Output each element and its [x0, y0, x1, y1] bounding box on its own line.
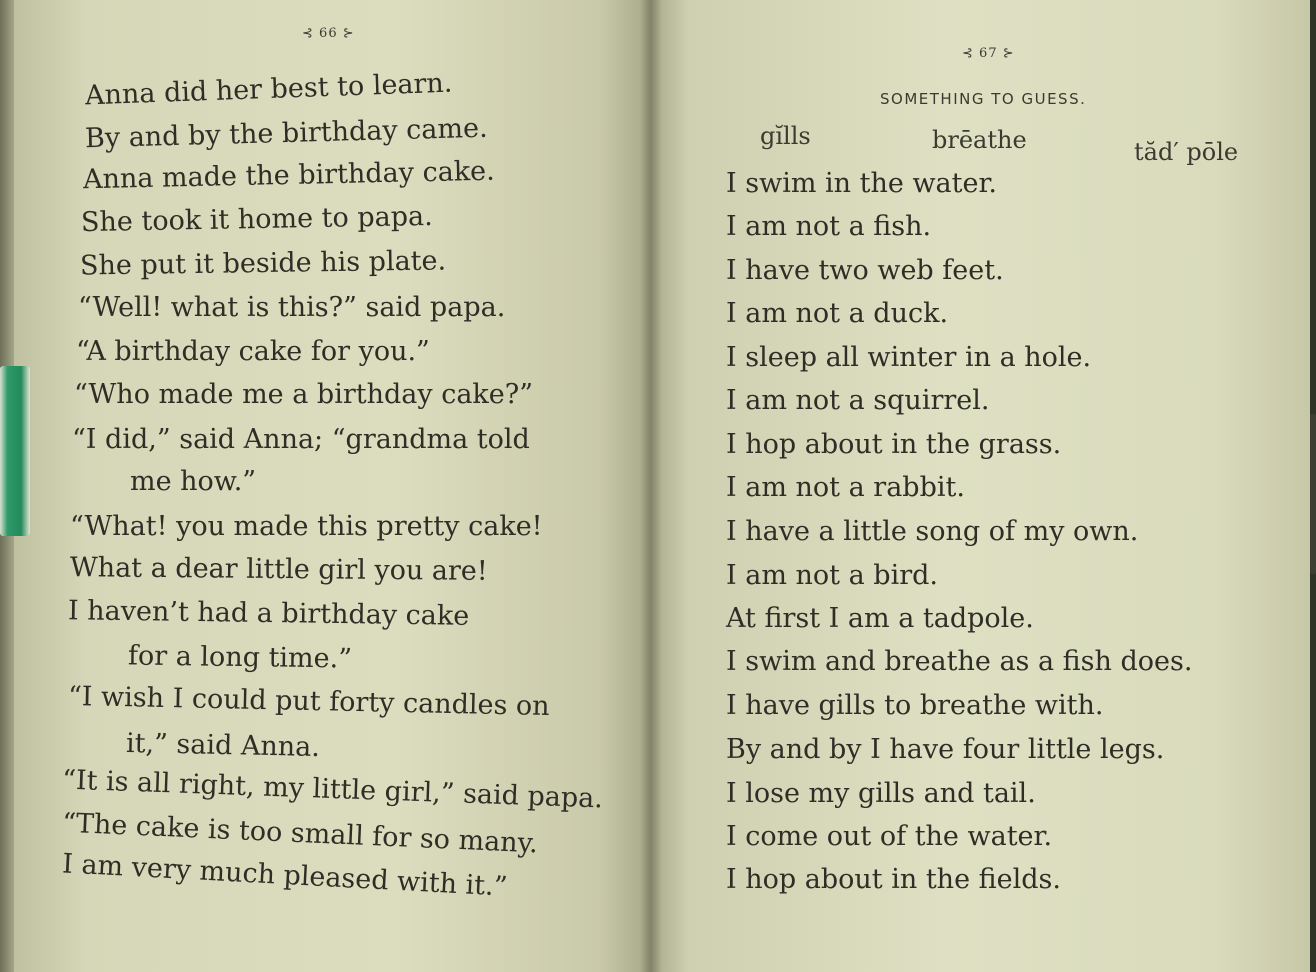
text-line: She put it beside his plate.: [79, 245, 447, 282]
folio-ornament-icon: ⊱: [1002, 46, 1015, 61]
text-line: I am not a bird.: [726, 560, 938, 591]
text-line: “Well! what is this?” said papa.: [78, 292, 506, 323]
text-line: I am very much pleased with it.”: [61, 848, 509, 903]
text-line: By and by I have four little legs.: [726, 734, 1165, 765]
text-line: I come out of the water.: [726, 821, 1053, 852]
text-line: I hop about in the grass.: [726, 429, 1062, 460]
text-line: it,” said Anna.: [125, 727, 321, 764]
text-line: I lose my gills and tail.: [726, 778, 1036, 809]
folio-right-number: 67: [979, 46, 998, 61]
book-gutter: [640, 0, 662, 972]
folio-ornament-icon: ⊰: [302, 26, 314, 41]
text-line: By and by the birthday came.: [84, 112, 488, 155]
page-number-left: [302, 26, 355, 41]
text-line: What a dear little girl you are!: [69, 552, 488, 587]
text-line: “Who made me a birthday cake?”: [74, 379, 534, 410]
text-line: “The cake is too small for so many.: [61, 807, 539, 860]
text-line: Anna did her best to learn.: [84, 67, 453, 112]
text-line: I am not a rabbit.: [726, 472, 965, 503]
right-page: [650, 0, 1310, 972]
text-line: “I did,” said Anna; “grandma told: [72, 424, 530, 455]
folio-ornament-icon: ⊱: [342, 26, 355, 41]
text-line: I swim in the water.: [726, 168, 998, 199]
left-page: [10, 0, 650, 972]
text-line: At first I am a tadpole.: [726, 603, 1034, 634]
text-line: Anna made the birthday cake.: [82, 155, 496, 196]
text-line: “It is all right, my little girl,” said papa.: [61, 764, 604, 815]
pronunciation-breathe: brēathe: [932, 126, 1027, 154]
section-heading: SOMETHING TO GUESS.: [880, 90, 1087, 108]
text-line: “A birthday cake for you.”: [76, 336, 430, 367]
text-line: I have two web feet.: [726, 255, 1004, 286]
text-line: I hop about in the fields.: [726, 864, 1061, 895]
text-line: I have gills to breathe with.: [726, 690, 1104, 721]
text-line: I am not a duck.: [726, 298, 949, 329]
pronunciation-gills: gĭlls: [760, 122, 811, 150]
text-line: I am not a fish.: [726, 211, 932, 242]
text-line: I haven’t had a birthday cake: [67, 595, 470, 632]
text-line: “I wish I could put forty candles on: [67, 680, 550, 723]
text-line: for a long time.”: [127, 640, 353, 675]
text-line: “What! you made this pretty cake!: [70, 511, 543, 542]
folio-ornament-icon: ⊰: [962, 46, 974, 61]
text-line: I sleep all winter in a hole.: [726, 342, 1092, 373]
folio-left-number: 66: [319, 26, 338, 41]
text-line: I am not a squirrel.: [726, 385, 990, 416]
bookmark-tab: [0, 366, 30, 536]
text-line: me how.”: [130, 466, 257, 497]
pronunciation-tadpole: tăd′ pōle: [1134, 138, 1239, 166]
text-line: I swim and breathe as a fish does.: [726, 646, 1193, 677]
text-line: She took it home to papa.: [80, 200, 433, 239]
text-line: I have a little song of my own.: [726, 516, 1139, 547]
page-edge-tab: [1310, 414, 1316, 574]
page-number-right: [962, 46, 1015, 61]
